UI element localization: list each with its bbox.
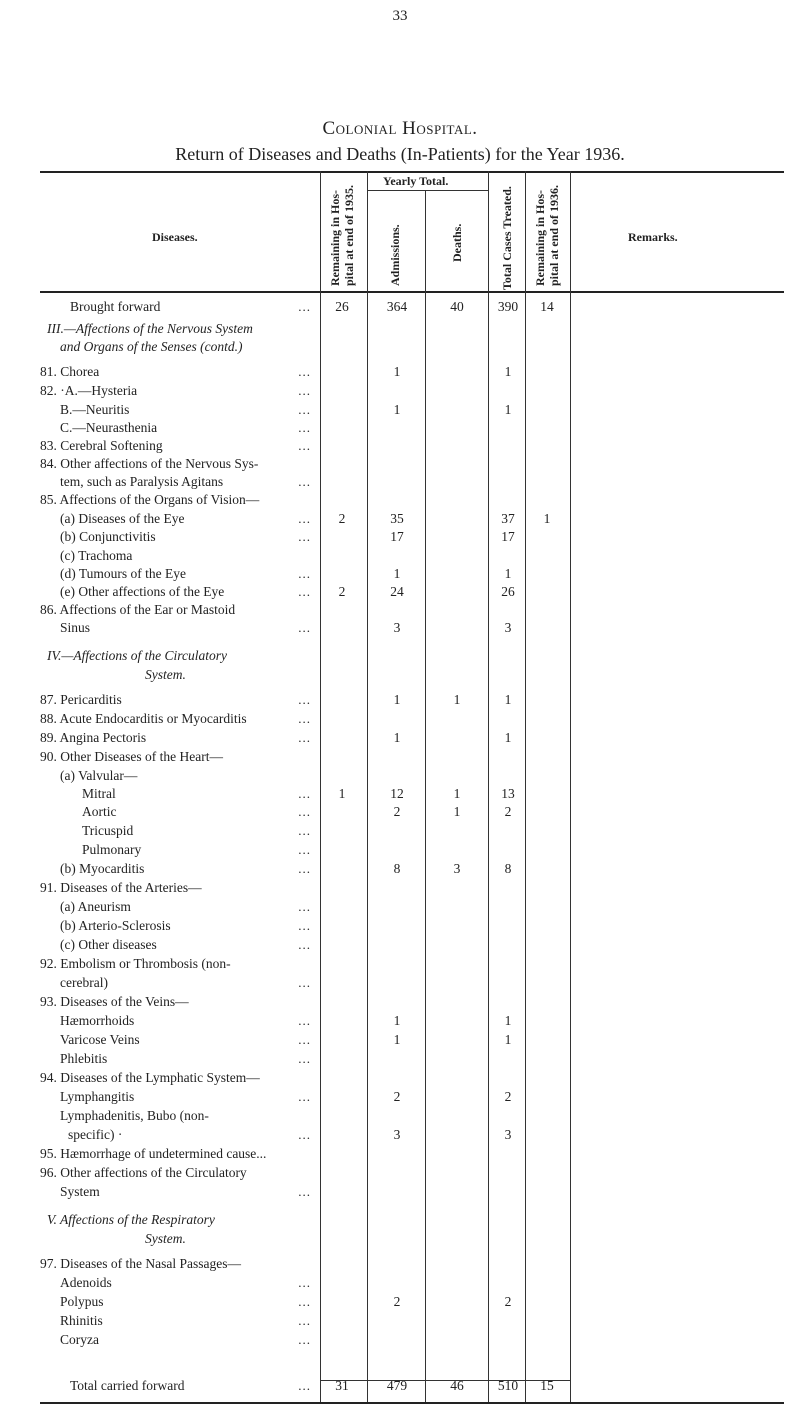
table-row	[0, 473, 800, 491]
cell-total: 1	[504, 364, 512, 379]
row-label: 93. Diseases of the Veins—	[40, 994, 189, 1009]
row-label: Lymphangitis	[60, 1089, 135, 1104]
table-row	[0, 936, 800, 954]
row-label: Tricuspid	[82, 823, 134, 838]
cell-total: 17	[501, 529, 515, 544]
cell-admissions: 364	[386, 299, 408, 314]
cell-total: 390	[497, 299, 519, 314]
table-row	[0, 1126, 800, 1144]
table-row	[0, 898, 800, 916]
row-label: Brought forward	[70, 299, 161, 314]
leader-dots: ...	[298, 1127, 311, 1142]
cell-admissions: 35	[390, 511, 404, 526]
header-remaining-start: Remaining in Hos- pital at end of 1935.	[328, 184, 356, 286]
table-row	[0, 1107, 800, 1125]
cell-admissions: 2	[393, 804, 401, 819]
table-row	[0, 1377, 800, 1395]
row-label: Phlebitis	[60, 1051, 108, 1066]
cell-admissions: 479	[386, 1378, 408, 1393]
leader-dots: ...	[298, 529, 311, 544]
leader-dots: ...	[298, 823, 311, 838]
row-label: System.	[145, 667, 186, 682]
cell-admissions: 2	[393, 1294, 401, 1309]
row-label: System	[60, 1184, 100, 1199]
cell-total: 8	[504, 861, 512, 876]
cell-remaining-start: 1	[338, 786, 346, 801]
table-row	[0, 547, 800, 565]
row-label: System.	[145, 1231, 186, 1246]
cell-admissions: 17	[390, 529, 404, 544]
row-label: specific) ·	[68, 1127, 123, 1142]
table-row	[0, 1069, 800, 1087]
table-row	[0, 382, 800, 400]
header-bottom-rule	[40, 291, 784, 293]
row-label: (c) Other diseases	[60, 937, 157, 952]
cell-total: 1	[504, 1032, 512, 1047]
table-row	[0, 860, 800, 878]
row-label: 91. Diseases of the Arteries—	[40, 880, 202, 895]
row-label: Hæmorrhoids	[60, 1013, 135, 1028]
table-row	[0, 785, 800, 803]
leader-dots: ...	[298, 620, 311, 635]
cell-total: 37	[501, 511, 515, 526]
cell-remaining-end: 1	[543, 511, 551, 526]
table-row	[0, 1164, 800, 1182]
row-label: C.—Neurasthenia	[60, 420, 158, 435]
header-diseases: Diseases.	[152, 230, 198, 244]
table-row	[0, 583, 800, 601]
row-label: and Organs of the Senses (contd.)	[60, 339, 243, 354]
row-label: (b) Conjunctivitis	[60, 529, 156, 544]
table-row	[0, 1031, 800, 1049]
row-label: (a) Valvular—	[60, 768, 138, 783]
leader-dots: ...	[298, 786, 311, 801]
leader-dots: ...	[298, 975, 311, 990]
row-label: IV.—Affections of the Circulatory	[47, 648, 227, 663]
row-label: 87. Pericarditis	[40, 692, 122, 707]
cell-total: 1	[504, 402, 512, 417]
row-label: (b) Myocarditis	[60, 861, 145, 876]
page-title: Colonial Hospital.	[322, 118, 478, 139]
cell-deaths: 40	[450, 299, 464, 314]
leader-dots: ...	[298, 1275, 311, 1290]
row-label: 81. Chorea	[40, 364, 100, 379]
cell-total: 1	[504, 730, 512, 745]
table-row	[0, 338, 800, 356]
table-row	[0, 841, 800, 859]
leader-dots: ...	[298, 1051, 311, 1066]
cell-admissions: 3	[393, 1127, 401, 1142]
table-row	[0, 1331, 800, 1349]
header-total-treated: Total Cases Treated.	[500, 186, 514, 290]
page-number: 33	[392, 8, 408, 24]
row-label: Varicose Veins	[60, 1032, 140, 1047]
leader-dots: ...	[298, 1184, 311, 1199]
row-label: Aortic	[82, 804, 117, 819]
cell-deaths: 1	[453, 786, 461, 801]
cell-admissions: 12	[390, 786, 404, 801]
table-row	[0, 993, 800, 1011]
cell-admissions: 8	[393, 861, 401, 876]
row-label: Lymphadenitis, Bubo (non-	[60, 1108, 209, 1123]
table-row	[0, 1274, 800, 1292]
row-label: 96. Other affections of the Circulatory	[40, 1165, 247, 1180]
table-row	[0, 955, 800, 973]
table-row	[0, 1183, 800, 1201]
row-label: (e) Other affections of the Eye	[60, 584, 225, 599]
cell-remaining-end: 14	[540, 299, 554, 314]
row-label: Pulmonary	[82, 842, 142, 857]
leader-dots: ...	[298, 1332, 311, 1347]
cell-deaths: 1	[453, 692, 461, 707]
table-row	[0, 1088, 800, 1106]
cell-admissions: 3	[393, 620, 401, 635]
row-label: Coryza	[60, 1332, 99, 1347]
row-label: Total carried forward	[70, 1378, 185, 1393]
table-row	[0, 822, 800, 840]
cell-admissions: 24	[390, 584, 404, 599]
table-row	[0, 647, 800, 665]
row-label: (a) Diseases of the Eye	[60, 511, 185, 526]
table-row	[0, 419, 800, 437]
cell-total: 510	[497, 1378, 519, 1393]
leader-dots: ...	[298, 1032, 311, 1047]
table-row	[0, 767, 800, 785]
row-label: (b) Arterio-Sclerosis	[60, 918, 171, 933]
leader-dots: ...	[298, 1294, 311, 1309]
cell-admissions: 1	[393, 730, 401, 745]
row-label: 97. Diseases of the Nasal Passages—	[40, 1256, 241, 1271]
leader-dots: ...	[298, 692, 311, 707]
leader-dots: ...	[298, 438, 311, 453]
cell-total: 2	[504, 804, 512, 819]
header-yearly-total: Yearly Total.	[383, 174, 449, 188]
row-label: 82. ·A.—Hysteria	[40, 383, 138, 398]
cell-remaining-start: 2	[338, 584, 346, 599]
table-row	[0, 691, 800, 709]
cell-deaths: 1	[453, 804, 461, 819]
header-remarks: Remarks.	[628, 230, 678, 244]
table-row	[0, 879, 800, 897]
row-label: 85. Affections of the Organs of Vision—	[40, 492, 260, 507]
cell-total: 2	[504, 1089, 512, 1104]
cell-total: 1	[504, 692, 512, 707]
table-row	[0, 1255, 800, 1273]
leader-dots: ...	[298, 842, 311, 857]
cell-remaining-start: 26	[335, 299, 349, 314]
leader-dots: ...	[298, 511, 311, 526]
leader-dots: ...	[298, 730, 311, 745]
leader-dots: ...	[298, 420, 311, 435]
table-row	[0, 401, 800, 419]
cell-admissions: 1	[393, 402, 401, 417]
table-row	[0, 666, 800, 684]
table-row	[0, 748, 800, 766]
table-row	[0, 1293, 800, 1311]
leader-dots: ...	[298, 584, 311, 599]
header-admissions: Admissions.	[388, 224, 402, 286]
cell-remaining-start: 31	[335, 1378, 349, 1393]
cell-remaining-start: 2	[338, 511, 346, 526]
cell-deaths: 46	[450, 1378, 464, 1393]
row-label: (d) Tumours of the Eye	[60, 566, 186, 581]
table-row	[0, 1312, 800, 1330]
cell-admissions: 1	[393, 1032, 401, 1047]
cell-admissions: 1	[393, 566, 401, 581]
row-label: B.—Neuritis	[60, 402, 130, 417]
row-label: V. Affections of the Respiratory	[47, 1212, 215, 1227]
leader-dots: ...	[298, 1313, 311, 1328]
table-row	[0, 1230, 800, 1248]
leader-dots: ...	[298, 474, 311, 489]
table-row	[0, 1145, 800, 1163]
table-row	[0, 528, 800, 546]
cell-admissions: 1	[393, 1013, 401, 1028]
header-remaining-end: Remaining in Hos- pital at end of 1936.	[533, 184, 561, 286]
row-label: (a) Aneurism	[60, 899, 131, 914]
top-rule	[40, 171, 784, 173]
header-deaths: Deaths.	[450, 223, 464, 262]
cell-admissions: 1	[393, 692, 401, 707]
row-label: 95. Hæmorrhage of undetermined cause...	[40, 1146, 267, 1161]
row-label: 83. Cerebral Softening	[40, 438, 163, 453]
row-label: 86. Affections of the Ear or Mastoid	[40, 602, 236, 617]
row-label: Polypus	[60, 1294, 104, 1309]
row-label: 90. Other Diseases of the Heart—	[40, 749, 223, 764]
cell-total: 1	[504, 566, 512, 581]
table-row	[0, 729, 800, 747]
table-row	[0, 710, 800, 728]
table-row	[0, 1012, 800, 1030]
table-row	[0, 803, 800, 821]
leader-dots: ...	[298, 918, 311, 933]
row-label: 89. Angina Pectoris	[40, 730, 147, 745]
row-label: III.—Affections of the Nervous System	[47, 321, 253, 336]
leader-dots: ...	[298, 711, 311, 726]
table-row	[0, 320, 800, 338]
table-row	[0, 491, 800, 509]
table-row	[0, 565, 800, 583]
leader-dots: ...	[298, 937, 311, 952]
bottom-rule	[40, 1402, 784, 1404]
cell-total: 13	[501, 786, 515, 801]
row-label: Rhinitis	[60, 1313, 103, 1328]
leader-dots: ...	[298, 299, 311, 314]
table-row	[0, 917, 800, 935]
leader-dots: ...	[298, 899, 311, 914]
cell-deaths: 3	[453, 861, 461, 876]
yearly-total-rule	[367, 190, 488, 191]
row-label: Adenoids	[60, 1275, 112, 1290]
table-row	[0, 437, 800, 455]
leader-dots: ...	[298, 1378, 311, 1393]
table-row	[0, 1050, 800, 1068]
table-row	[0, 363, 800, 381]
row-label: 94. Diseases of the Lymphatic System—	[40, 1070, 260, 1085]
cell-remaining-end: 15	[540, 1378, 554, 1393]
cell-total: 2	[504, 1294, 512, 1309]
row-label: (c) Trachoma	[60, 548, 133, 563]
row-label: 88. Acute Endocarditis or Myocarditis	[40, 711, 247, 726]
row-label: 84. Other affections of the Nervous Sys-	[40, 456, 259, 471]
table-row	[0, 510, 800, 528]
cell-total: 3	[504, 620, 512, 635]
table-row	[0, 1211, 800, 1229]
cell-admissions: 1	[393, 364, 401, 379]
leader-dots: ...	[298, 1089, 311, 1104]
leader-dots: ...	[298, 804, 311, 819]
table-row	[0, 619, 800, 637]
row-label: 92. Embolism or Thrombosis (non-	[40, 956, 231, 971]
table-row	[0, 455, 800, 473]
cell-admissions: 2	[393, 1089, 401, 1104]
table-row	[0, 298, 800, 316]
row-label: tem, such as Paralysis Agitans	[60, 474, 224, 489]
cell-total: 1	[504, 1013, 512, 1028]
row-label: Mitral	[82, 786, 116, 801]
cell-total: 3	[504, 1127, 512, 1142]
leader-dots: ...	[298, 1013, 311, 1028]
cell-total: 26	[501, 584, 515, 599]
leader-dots: ...	[298, 364, 311, 379]
leader-dots: ...	[298, 566, 311, 581]
table-row	[0, 974, 800, 992]
page-subtitle: Return of Diseases and Deaths (In-Patients) for the Year 1936.	[175, 144, 625, 164]
row-label: cerebral)	[60, 975, 108, 990]
leader-dots: ...	[298, 402, 311, 417]
leader-dots: ...	[298, 383, 311, 398]
leader-dots: ...	[298, 861, 311, 876]
row-label: Sinus	[60, 620, 91, 635]
table-row	[0, 601, 800, 619]
